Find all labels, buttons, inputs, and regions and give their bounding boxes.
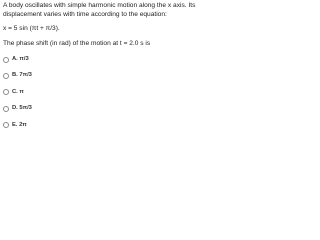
answer-options: [3, 55, 198, 137]
radio-button-b[interactable]: [3, 73, 9, 79]
radio-button-a[interactable]: [3, 57, 9, 63]
question-equation: x = 5 sin (πt + π/3).: [3, 25, 60, 33]
radio-button-c[interactable]: [3, 89, 9, 95]
option-e-label: E. 2π: [12, 121, 27, 128]
option-b-label: B. 7π/3: [12, 72, 32, 79]
question-line-1: A body oscillates with simple harmonic motion along the x axis. Its: [3, 2, 196, 9]
option-e[interactable]: [3, 121, 198, 130]
option-c[interactable]: [3, 88, 198, 97]
option-d-label: D. 5π/3: [12, 105, 32, 112]
question-prompt: The phase shift (in rad) of the motion at t = 2.0 s is: [3, 39, 151, 47]
option-b[interactable]: [3, 71, 198, 80]
question-text: [3, 2, 198, 48]
option-c-label: C. π: [12, 88, 24, 95]
option-a[interactable]: [3, 55, 198, 64]
radio-button-d[interactable]: [3, 106, 9, 112]
question-line-2: displacement varies with time according to the equation:: [3, 10, 167, 18]
option-a-label: A. π/3: [12, 56, 29, 62]
radio-button-e[interactable]: [3, 122, 9, 128]
option-d[interactable]: [3, 104, 198, 113]
